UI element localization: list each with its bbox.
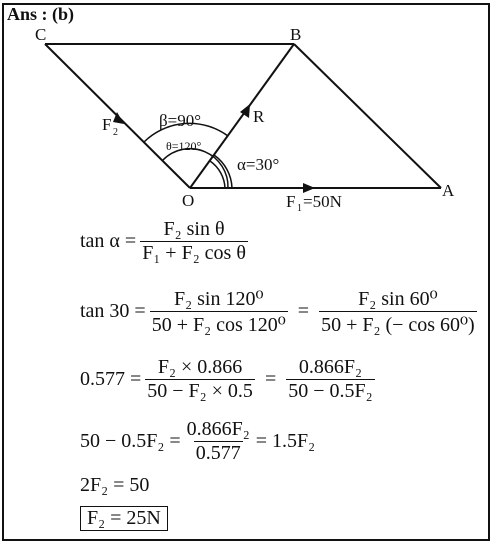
eq2-numerator-2: F₂ sin 60⁰ <box>358 288 438 310</box>
eq4-numerator: 0.866F₂ <box>186 418 250 440</box>
equation-1 <box>80 218 252 265</box>
eq3-fraction-1 <box>145 356 255 403</box>
eq3-denominator-2: 50 − 0.5F₂ <box>288 380 373 402</box>
label-F1-sub: 1 <box>297 203 302 214</box>
eq3-numerator-2: 0.866F₂ <box>298 356 362 378</box>
eq3-denominator-1: 50 − F₂ × 0.5 <box>147 380 253 402</box>
equation-6-result <box>80 506 168 531</box>
eq2-equals: = <box>297 300 310 322</box>
point-B: B <box>290 25 302 44</box>
label-R: R <box>253 107 265 126</box>
eq3-lhs: 0.577 = <box>80 368 142 390</box>
side-BA <box>294 44 441 188</box>
eq2-fraction-2 <box>319 286 477 337</box>
eq2-denominator-2: 50 + F₂ (− cos 60⁰) <box>319 311 477 337</box>
label-beta: β=90° <box>159 111 202 130</box>
eq3-fraction-2 <box>286 356 374 403</box>
label-alpha: α=30° <box>237 155 280 174</box>
final-answer-box: F₂ = 25N <box>80 506 168 531</box>
label-F1-value: =50N <box>303 192 342 211</box>
eq4-lhs: 50 − 0.5F₂ = <box>80 430 181 452</box>
point-O: O <box>182 191 195 210</box>
equation-3 <box>80 356 379 403</box>
eq1-numerator: F₂ sin θ <box>163 218 225 240</box>
label-F2-sub: 2 <box>113 127 118 138</box>
eq1-fraction <box>140 218 248 265</box>
eq5-text: 2F₂ = 50 <box>80 474 150 496</box>
eq4-rhs: = 1.5F₂ <box>255 430 316 452</box>
equation-5 <box>80 474 149 497</box>
label-F2: F <box>102 115 112 134</box>
eq1-lhs: tan α = <box>80 230 137 252</box>
eq2-denominator-1: 50 + F₂ cos 120⁰ <box>150 311 288 337</box>
equation-4 <box>80 418 315 465</box>
arc-alpha-inner <box>210 161 225 188</box>
eq2-numerator-1: F₂ sin 120⁰ <box>174 288 264 310</box>
label-theta: θ=120° <box>166 139 202 153</box>
eq4-denominator: 0.577 <box>195 442 241 464</box>
equation-2 <box>80 286 481 337</box>
point-A: A <box>442 181 455 200</box>
point-C: C <box>35 25 47 44</box>
eq2-lhs: tan 30 = <box>80 300 146 322</box>
eq3-numerator-1: F₂ × 0.866 <box>157 356 243 378</box>
eq4-fraction <box>185 418 252 465</box>
label-F1: F <box>286 192 296 211</box>
eq1-denominator: F₁ + F₂ cos θ <box>142 242 246 264</box>
eq3-equals: = <box>264 368 277 390</box>
answer-label: Ans : (b) <box>7 4 75 24</box>
eq2-fraction-1 <box>150 286 288 337</box>
